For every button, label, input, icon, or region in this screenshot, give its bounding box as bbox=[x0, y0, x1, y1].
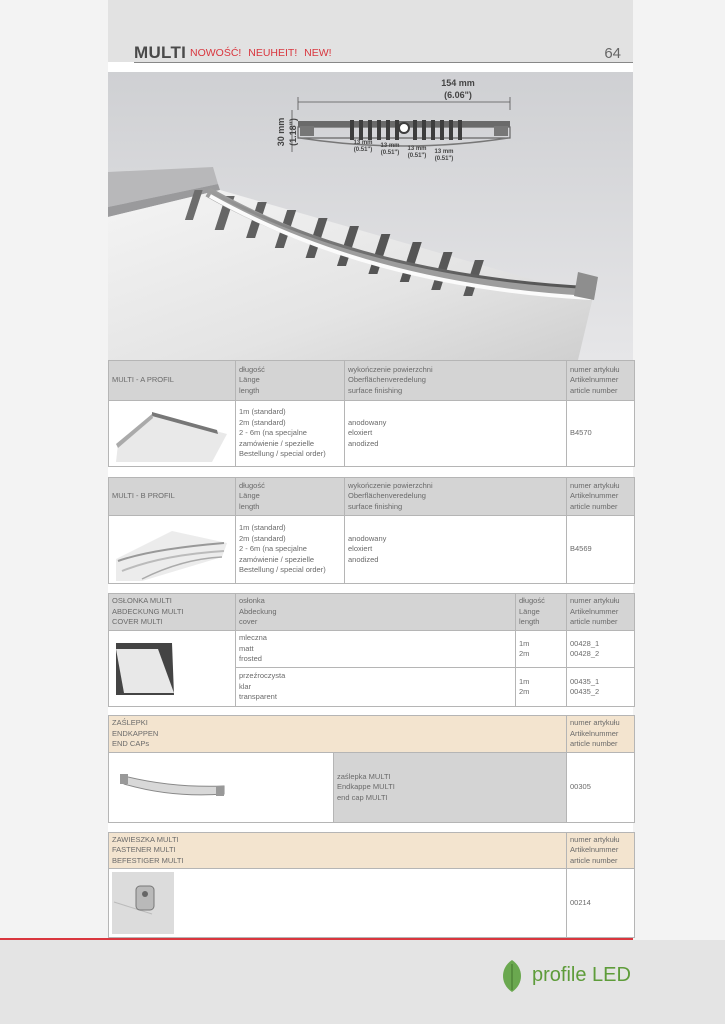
brand-logo bbox=[498, 958, 638, 998]
endcaps-name: ZAŚLEPKI ENDKAPPEN END CAPs bbox=[109, 716, 567, 753]
footer-red-line bbox=[0, 938, 633, 940]
endcaps-article-header: numer artykułu Artikelnummer article number bbox=[567, 716, 635, 753]
profile-b-length-header: długość Länge length bbox=[236, 478, 345, 516]
news-label: NOWOŚĆ! NEUHEIT! NEW! bbox=[190, 47, 332, 59]
profile-a-image bbox=[112, 404, 230, 464]
height-in-label: (1.18") bbox=[288, 118, 298, 146]
profile-b-table bbox=[108, 477, 635, 584]
catalog-page bbox=[108, 0, 633, 1024]
cover-thumbnail bbox=[109, 631, 236, 707]
fastener-article: 00214 bbox=[567, 869, 635, 938]
page-header bbox=[108, 0, 633, 62]
endcaps-desc: zaślepka MULTI Endkappe MULTI end cap MULTI bbox=[334, 753, 567, 823]
header-rule bbox=[134, 62, 633, 63]
fastener-thumbnail bbox=[109, 869, 567, 938]
cover-transparent-articles: 00435_1 00435_2 bbox=[567, 668, 635, 707]
page-number: 64 bbox=[604, 45, 621, 62]
fastener-article-header: numer artykułu Artikelnummer article number bbox=[567, 833, 635, 869]
channel-mm-label: 13 mm bbox=[353, 140, 373, 146]
profile-b-thumbnail bbox=[109, 516, 236, 584]
channel-in-label: (0.51") bbox=[353, 147, 373, 153]
profile-b-finish: anodowany eloxiert anodized bbox=[345, 516, 567, 584]
width-mm-label: 154 mm bbox=[441, 78, 475, 88]
page-title: MULTI bbox=[134, 43, 187, 62]
leaf-icon bbox=[498, 958, 526, 994]
height-mm-label: 30 mm bbox=[276, 117, 286, 147]
endcaps-table bbox=[108, 715, 635, 823]
channel-in-label: (0.51") bbox=[434, 156, 454, 162]
cover-image bbox=[112, 635, 230, 703]
fastener-image bbox=[112, 872, 174, 934]
right-margin bbox=[633, 0, 725, 1024]
profile-b-lengths: 1m (standard) 2m (standard) 2 - 6m (na specjalne zamówienie / spezielle Bestellung / special order) bbox=[236, 516, 345, 584]
endcap-image bbox=[112, 758, 230, 818]
channel-mm-label: 13 mm bbox=[407, 146, 427, 152]
profile-illustration bbox=[108, 72, 633, 360]
endcaps-thumbnail bbox=[109, 753, 334, 823]
channel-in-label: (0.51") bbox=[380, 150, 400, 156]
endcaps-article: 00305 bbox=[567, 753, 635, 823]
cover-transparent-lengths: 1m 2m bbox=[516, 668, 567, 707]
profile-b-image bbox=[112, 519, 230, 581]
profile-a-thumbnail bbox=[109, 401, 236, 467]
profile-b-article: B4569 bbox=[567, 516, 635, 584]
hero-image bbox=[108, 72, 633, 360]
profile-a-article-header: numer artykułu Artikelnummer article number bbox=[567, 361, 635, 401]
profile-a-article: B4570 bbox=[567, 401, 635, 467]
cover-transparent-type: przeźroczysta klar transparent bbox=[236, 668, 516, 707]
cover-length-header: długość Länge length bbox=[516, 594, 567, 631]
cover-frosted-articles: 00428_1 00428_2 bbox=[567, 631, 635, 668]
profile-a-name: MULTI - A PROFIL bbox=[109, 361, 236, 401]
cover-name: OSŁONKA MULTI ABDECKUNG MULTI COVER MULTI bbox=[109, 594, 236, 631]
left-margin bbox=[0, 0, 108, 1024]
channel-mm-label: 13 mm bbox=[380, 143, 400, 149]
width-in-label: (6.06") bbox=[444, 90, 472, 100]
cover-frosted-type: mleczna matt frosted bbox=[236, 631, 516, 668]
profile-b-name: MULTI - B PROFIL bbox=[109, 478, 236, 516]
fastener-name: ZAWIESZKA MULTI FASTENER MULTI BEFESTIGER MULTI bbox=[109, 833, 567, 869]
fastener-table bbox=[108, 832, 635, 938]
profile-b-finish-header: wykończenie powierzchni Oberflächenveredelung surface finishing bbox=[345, 478, 567, 516]
cover-frosted-lengths: 1m 2m bbox=[516, 631, 567, 668]
cover-type-header: osłonka Abdeckung cover bbox=[236, 594, 516, 631]
profile-b-article-header: numer artykułu Artikelnummer article number bbox=[567, 478, 635, 516]
cover-article-header: numer artykułu Artikelnummer article number bbox=[567, 594, 635, 631]
profile-a-finish-header: wykończenie powierzchni Oberflächenveredelung surface finishing bbox=[345, 361, 567, 401]
channel-mm-label: 13 mm bbox=[434, 149, 454, 155]
profile-a-table bbox=[108, 360, 635, 467]
profile-a-finish: anodowany eloxiert anodized bbox=[345, 401, 567, 467]
channel-in-label: (0.51") bbox=[407, 153, 427, 159]
brand-name: profile LED bbox=[532, 964, 631, 986]
profile-a-lengths: 1m (standard) 2m (standard) 2 - 6m (na specjalne zamówienie / spezielle Bestellung / special order) bbox=[236, 401, 345, 467]
cover-table bbox=[108, 593, 635, 707]
profile-a-length-header: długość Länge length bbox=[236, 361, 345, 401]
